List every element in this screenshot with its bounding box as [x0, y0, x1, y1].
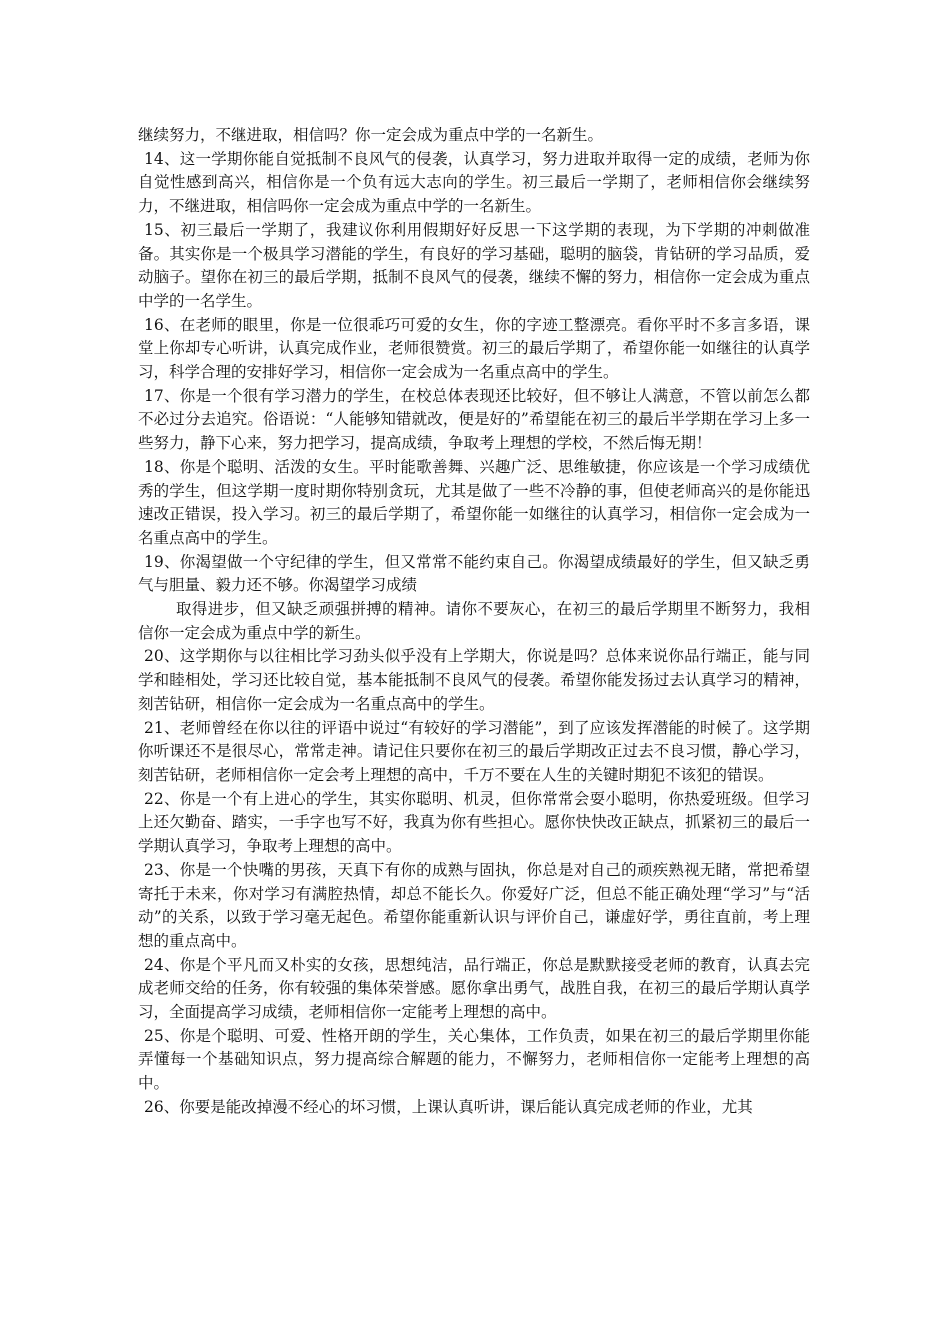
- item-number: 25、: [144, 1026, 180, 1045]
- comment-item-23: [138, 859, 810, 954]
- item-text: 你是个平凡而又朴实的女孩，思想纯洁，品行端正，你总是默默接受老师的教育，认真去完成老师交给的任务，你有较强的集体荣誉感。愿你拿出勇气，战胜自我，在初三的最后学期认真学习，全面提高学习成绩，老师相信你一定能考上理想的高中。: [138, 955, 810, 1022]
- comment-item-22: [138, 788, 810, 859]
- comment-item-26: [138, 1096, 810, 1120]
- item-number: 21、: [144, 718, 180, 737]
- item-number: 17、: [144, 386, 180, 405]
- item-text: 你渴望做一个守纪律的学生，但又常常不能约束自己。你渴望成绩最好的学生，但又缺乏勇气与胆量、毅力还不够。你渴望学习成绩: [138, 552, 810, 595]
- document-page: [138, 0, 810, 1344]
- item-number: 26、: [144, 1097, 180, 1116]
- comment-item-19-continuation: 取得进步，但又缺乏顽强拼搏的精神。请你不要灰心，在初三的最后学期里不断努力，我相信你一定会成为重点中学的新生。: [138, 600, 810, 642]
- item-text: 这学期你与以往相比学习劲头似乎没有上学期大，你说是吗？总体来说你品行端正，能与同学和睦相处，学习还比较自觉，基本能抵制不良风气的侵袭。希望你能发扬过去认真学习的精神，刻苦钻研，相信你一定会成为一名重点高中的学生。: [138, 647, 810, 713]
- comment-item-14: [138, 148, 810, 219]
- item-number: 15、: [144, 220, 181, 239]
- lead-in-paragraph: 继续努力，不继进取，相信吗？你一定会成为重点中学的一名新生。: [138, 126, 604, 144]
- item-number: 18、: [144, 457, 180, 476]
- item-text: 老师曾经在你以往的评语中说过“有较好的学习潜能”，到了应该发挥潜能的时候了。这学期你听课还不是很尽心，常常走神。请记住只要你在初三的最后学期改正过去不良习惯，静心学习，刻苦钻研，老师相信你一定会考上理想的高中，千万不要在人生的关键时期犯不该犯的错误。: [138, 718, 810, 784]
- item-number: 22、: [144, 789, 180, 808]
- item-text: 你是一个有上进心的学生，其实你聪明、机灵，但你常常会耍小聪明，你热爱班级。但学习上还欠勤奋、踏实，一手字也写不好，我真为你有些担心。愿你快快改正缺点，抓紧初三的最后一学期认真学习，争取考上理想的高中。: [138, 789, 810, 856]
- item-text: 你是一个快嘴的男孩，天真下有你的成熟与固执，你总是对自己的顽疾熟视无睹，常把希望寄托于未来，你对学习有满腔热情，却总不能长久。你爱好广泛，但总不能正确处理“学习”与“活动”的关系，以致于学习毫无起色。希望你能重新认识与评价自己，谦虚好学，勇往直前，考上理想的重点高中。: [138, 860, 810, 950]
- item-text: 在老师的眼里，你是一位很乖巧可爱的女生，你的字迹工整漂亮。看你平时不多言多语，课堂上你却专心听讲，认真完成作业，老师很赞赏。初三的最后学期了，希望你能一如继往的认真学习，科学合理的安排好学习，相信你一定会成为一名重点高中的学生。: [138, 315, 810, 382]
- comment-item-17: [138, 385, 810, 456]
- document-body: [138, 124, 810, 1120]
- comment-item-18: [138, 456, 810, 551]
- item-number: 24、: [144, 955, 180, 974]
- item-text: 你要是能改掉漫不经心的坏习惯，上课认真听讲，课后能认真完成老师的作业，尤其: [179, 1097, 753, 1116]
- comment-item-20: [138, 645, 810, 716]
- item-text: 你是一个很有学习潜力的学生，在校总体表现还比较好，但不够让人满意，不管以前怎么都不必过分去追究。俗语说：“人能够知错就改，便是好的”希望能在初三的最后半学期在学习上多一些努力，静下心来，努力把学习，提高成绩，争取考上理想的学校，不然后悔无期！: [138, 386, 810, 453]
- comment-item-24: [138, 954, 810, 1025]
- item-text: 你是个聪明、可爱、性格开朗的学生，关心集体，工作负责，如果在初三的最后学期里你能弄懂每一个基础知识点，努力提高综合解题的能力，不懈努力，老师相信你一定能考上理想的高中。: [138, 1026, 810, 1093]
- comment-item-16: [138, 314, 810, 385]
- item-text: 初三最后一学期了，我建议你利用假期好好反思一下这学期的表现，为下学期的冲刺做准备。其实你是一个极具学习潜能的学生，有良好的学习基础，聪明的脑袋，肯钻研的学习品质，爱动脑子。望你在初三的最后学期，抵制不良风气的侵袭，继续不懈的努力，相信你一定会成为重点中学的一名学生。: [138, 220, 810, 310]
- comment-item-21: [138, 717, 810, 788]
- comment-item-19: [138, 551, 810, 598]
- item-number: 16、: [144, 315, 180, 334]
- item-text: 你是个聪明、活泼的女生。平时能歌善舞、兴趣广泛、思维敏捷，你应该是一个学习成绩优秀的学生，但这学期一度时期你特别贪玩，尤其是做了一些不冷静的事，但使老师高兴的是你能迅速改正错误，投入学习。初三的最后学期了，希望你能一如继往的认真学习，相信你一定会成为一名重点高中的学生。: [138, 457, 810, 547]
- item-number: 19、: [144, 552, 180, 571]
- comment-item-15: [138, 219, 810, 314]
- comment-item-25: [138, 1025, 810, 1096]
- item-text: 这一学期你能自觉抵制不良风气的侵袭，认真学习，努力进取并取得一定的成绩，老师为你自觉性感到高兴，相信你是一个负有远大志向的学生。初三最后一学期了，老师相信你会继续努力，不继进取，相信吗你一定会成为重点中学的一名新生。: [138, 149, 810, 216]
- item-number: 23、: [144, 860, 180, 879]
- item-number: 20、: [144, 647, 180, 666]
- item-number: 14、: [144, 149, 180, 168]
